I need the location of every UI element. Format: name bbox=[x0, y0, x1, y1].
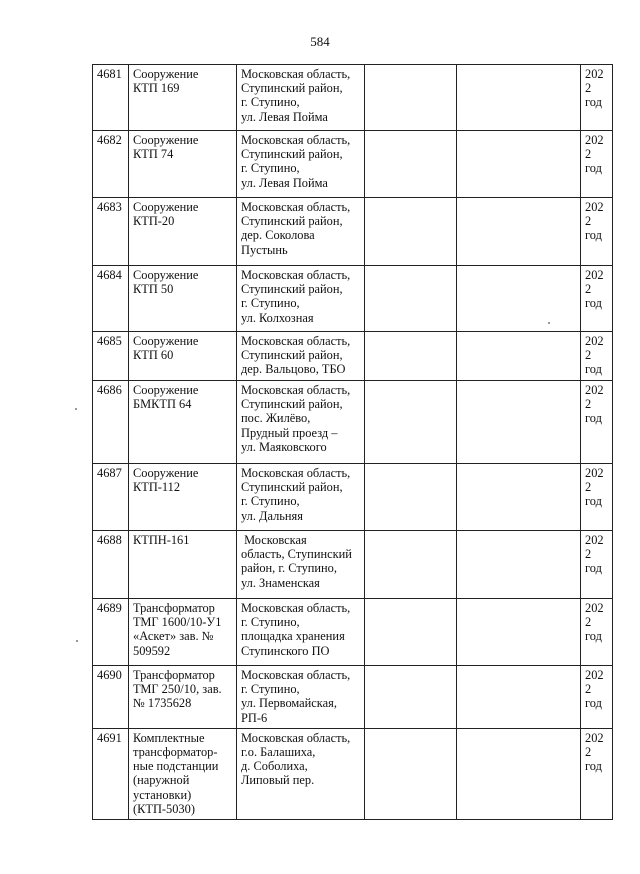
address-line: Московская область, bbox=[241, 268, 351, 282]
address-line: Ступинский район, bbox=[241, 214, 343, 229]
object-name-line: Трансформатор bbox=[133, 668, 215, 682]
object-name-line: № 1735628 bbox=[133, 696, 192, 711]
year-line: 2022 bbox=[585, 133, 604, 162]
object-name-line: (КТП-5030) bbox=[133, 801, 195, 816]
scan-speck bbox=[76, 640, 78, 642]
row-number: 4690 bbox=[93, 666, 129, 729]
object-name-line: «Аскет» зав. № bbox=[133, 629, 214, 644]
address-line: Московская bbox=[241, 533, 307, 547]
object-name-line: ТМГ 1600/10-У1 bbox=[133, 615, 222, 630]
empty-cell bbox=[365, 531, 457, 599]
empty-cell bbox=[365, 266, 457, 332]
year-line: 2022 bbox=[585, 67, 604, 96]
object-name-cell bbox=[129, 464, 237, 531]
year-cell bbox=[581, 666, 613, 729]
address-line: Московская область, bbox=[241, 334, 351, 348]
empty-cell bbox=[365, 65, 457, 131]
object-name-line: Комплектные bbox=[133, 730, 205, 745]
object-name-line: установки) bbox=[133, 787, 192, 802]
object-name-line: Сооружение bbox=[133, 268, 199, 282]
row-number: 4681 bbox=[93, 65, 129, 131]
year-line: год bbox=[585, 561, 602, 576]
empty-cell bbox=[457, 728, 581, 819]
year-cell bbox=[581, 599, 613, 666]
address-line: Ступинский район, bbox=[241, 397, 343, 412]
table-row bbox=[93, 666, 613, 729]
address-line: Московская область, bbox=[241, 730, 351, 745]
address-cell bbox=[237, 531, 365, 599]
table-row bbox=[93, 464, 613, 531]
object-name-cell bbox=[129, 65, 237, 131]
empty-cell bbox=[457, 131, 581, 198]
table-row bbox=[93, 65, 613, 131]
address-line: г. Ступино, bbox=[241, 95, 300, 110]
address-line: Пустынь bbox=[241, 242, 288, 257]
object-name-line: Сооружение bbox=[133, 67, 199, 81]
empty-cell bbox=[365, 381, 457, 464]
empty-cell bbox=[457, 198, 581, 266]
address-line: пос. Жилёво, bbox=[241, 411, 311, 426]
address-line: ул. Левая Пойма bbox=[241, 109, 328, 124]
empty-cell bbox=[365, 198, 457, 266]
row-number: 4683 bbox=[93, 198, 129, 266]
object-name-line: ТМГ 250/10, зав. bbox=[133, 682, 222, 697]
address-line: г. Ступино, bbox=[241, 296, 300, 311]
year-line: год bbox=[585, 494, 602, 509]
year-cell bbox=[581, 266, 613, 332]
empty-cell bbox=[365, 599, 457, 666]
address-cell bbox=[237, 381, 365, 464]
object-name-cell bbox=[129, 131, 237, 198]
year-line: 2022 bbox=[585, 200, 604, 229]
object-name-line: КТП-20 bbox=[133, 214, 175, 229]
year-line: 2022 bbox=[585, 601, 604, 630]
table-row bbox=[93, 531, 613, 599]
empty-cell bbox=[365, 728, 457, 819]
address-line: РП-6 bbox=[241, 710, 268, 725]
scan-speck bbox=[75, 408, 77, 410]
address-cell bbox=[237, 728, 365, 819]
object-name-line: Сооружение bbox=[133, 334, 199, 348]
table-row bbox=[93, 198, 613, 266]
address-line: Ступинский район, bbox=[241, 81, 343, 96]
table-row bbox=[93, 266, 613, 332]
year-line: год bbox=[585, 411, 602, 426]
row-number: 4685 bbox=[93, 332, 129, 381]
row-number: 4684 bbox=[93, 266, 129, 332]
empty-cell bbox=[457, 266, 581, 332]
year-cell bbox=[581, 332, 613, 381]
year-line: 2022 bbox=[585, 533, 604, 562]
address-line: Прудный проезд – bbox=[241, 425, 338, 440]
object-name-line: КТП 169 bbox=[133, 81, 180, 96]
address-line: Ступинского ПО bbox=[241, 643, 330, 658]
address-line: Ступинский район, bbox=[241, 282, 343, 297]
address-line: Ступинский район, bbox=[241, 348, 343, 363]
year-line: год bbox=[585, 161, 602, 176]
address-line: Московская область, bbox=[241, 466, 351, 480]
registry-table bbox=[92, 64, 613, 820]
address-line: дер. Вальцово, ТБО bbox=[241, 362, 346, 377]
address-line: г.о. Балашиха, bbox=[241, 745, 316, 760]
row-number: 4686 bbox=[93, 381, 129, 464]
object-name-line: КТП 60 bbox=[133, 348, 174, 363]
registry-body bbox=[93, 65, 613, 820]
address-line: ул. Первомайская, bbox=[241, 696, 337, 711]
address-line: г. Ступино, bbox=[241, 494, 300, 509]
year-line: 2022 bbox=[585, 334, 604, 363]
empty-cell bbox=[457, 332, 581, 381]
address-line: область, Ступинский bbox=[241, 547, 352, 562]
empty-cell bbox=[365, 332, 457, 381]
object-name-line: Сооружение bbox=[133, 200, 199, 214]
year-cell bbox=[581, 464, 613, 531]
address-line: Московская область, bbox=[241, 200, 351, 214]
address-line: ул. Знаменская bbox=[241, 575, 320, 590]
address-line: Липовый пер. bbox=[241, 773, 315, 788]
object-name-line: КТП 74 bbox=[133, 147, 174, 162]
address-line: ул. Дальняя bbox=[241, 508, 303, 523]
object-name-line: КТП-112 bbox=[133, 480, 181, 495]
table-row bbox=[93, 332, 613, 381]
address-line: д. Соболиха, bbox=[241, 759, 308, 774]
address-line: площадка хранения bbox=[241, 629, 345, 644]
address-cell bbox=[237, 65, 365, 131]
object-name-cell bbox=[129, 728, 237, 819]
address-line: Ступинский район, bbox=[241, 480, 343, 495]
address-cell bbox=[237, 464, 365, 531]
address-line: г. Ступино, bbox=[241, 615, 300, 630]
table-row bbox=[93, 599, 613, 666]
object-name-cell bbox=[129, 266, 237, 332]
object-name-cell bbox=[129, 531, 237, 599]
year-cell bbox=[581, 65, 613, 131]
empty-cell bbox=[365, 464, 457, 531]
object-name-line: Сооружение bbox=[133, 383, 199, 397]
empty-cell bbox=[365, 666, 457, 729]
object-name-line: ные подстанции bbox=[133, 759, 219, 774]
year-line: 2022 bbox=[585, 383, 604, 412]
empty-cell bbox=[457, 464, 581, 531]
object-name-line: 509592 bbox=[133, 643, 171, 658]
address-line: Московская область, bbox=[241, 601, 351, 615]
year-line: год bbox=[585, 362, 602, 377]
table-row bbox=[93, 131, 613, 198]
object-name-line: Сооружение bbox=[133, 466, 199, 480]
year-line: год bbox=[585, 696, 602, 711]
object-name-line: КТПН-161 bbox=[133, 533, 190, 547]
address-line: ул. Левая Пойма bbox=[241, 175, 328, 190]
address-line: ул. Маяковского bbox=[241, 439, 327, 454]
year-line: год bbox=[585, 228, 602, 243]
object-name-cell bbox=[129, 332, 237, 381]
address-line: г. Ступино, bbox=[241, 682, 300, 697]
address-line: район, г. Ступино, bbox=[241, 561, 337, 576]
address-cell bbox=[237, 131, 365, 198]
address-line: Московская область, bbox=[241, 668, 351, 682]
empty-cell bbox=[457, 65, 581, 131]
empty-cell bbox=[457, 666, 581, 729]
year-line: 2022 bbox=[585, 668, 604, 697]
address-cell bbox=[237, 198, 365, 266]
address-line: дер. Соколова bbox=[241, 228, 315, 243]
object-name-cell bbox=[129, 198, 237, 266]
object-name-line: Трансформатор bbox=[133, 601, 215, 615]
address-line: г. Ступино, bbox=[241, 161, 300, 176]
address-cell bbox=[237, 266, 365, 332]
empty-cell bbox=[457, 599, 581, 666]
object-name-line: (наружной bbox=[133, 773, 190, 788]
year-cell bbox=[581, 131, 613, 198]
row-number: 4688 bbox=[93, 531, 129, 599]
year-cell bbox=[581, 381, 613, 464]
address-cell bbox=[237, 599, 365, 666]
year-line: год bbox=[585, 296, 602, 311]
year-cell bbox=[581, 198, 613, 266]
page-number: 584 bbox=[310, 34, 330, 49]
address-cell bbox=[237, 332, 365, 381]
empty-cell bbox=[365, 131, 457, 198]
row-number: 4682 bbox=[93, 131, 129, 198]
object-name-line: БМКТП 64 bbox=[133, 397, 192, 412]
address-line: Ступинский район, bbox=[241, 147, 343, 162]
table-row bbox=[93, 381, 613, 464]
row-number: 4691 bbox=[93, 728, 129, 819]
empty-cell bbox=[457, 531, 581, 599]
row-number: 4687 bbox=[93, 464, 129, 531]
table-row bbox=[93, 728, 613, 819]
year-line: 2022 bbox=[585, 730, 604, 760]
year-line: 2022 bbox=[585, 466, 604, 495]
year-cell bbox=[581, 531, 613, 599]
address-cell bbox=[237, 666, 365, 729]
address-line: Московская область, bbox=[241, 133, 351, 147]
address-line: ул. Колхозная bbox=[241, 310, 314, 325]
object-name-line: Сооружение bbox=[133, 133, 199, 147]
object-name-line: КТП 50 bbox=[133, 282, 174, 297]
scan-speck bbox=[548, 322, 550, 324]
empty-cell bbox=[457, 381, 581, 464]
year-line: год bbox=[585, 95, 602, 110]
object-name-cell bbox=[129, 599, 237, 666]
year-line: 2022 bbox=[585, 268, 604, 297]
address-line: Московская область, bbox=[241, 67, 351, 81]
row-number: 4689 bbox=[93, 599, 129, 666]
year-line: год bbox=[585, 759, 602, 774]
year-cell bbox=[581, 728, 613, 819]
object-name-cell bbox=[129, 666, 237, 729]
object-name-cell bbox=[129, 381, 237, 464]
object-name-line: трансформатор- bbox=[133, 745, 218, 760]
address-line: Московская область, bbox=[241, 383, 351, 397]
year-line: год bbox=[585, 629, 602, 644]
